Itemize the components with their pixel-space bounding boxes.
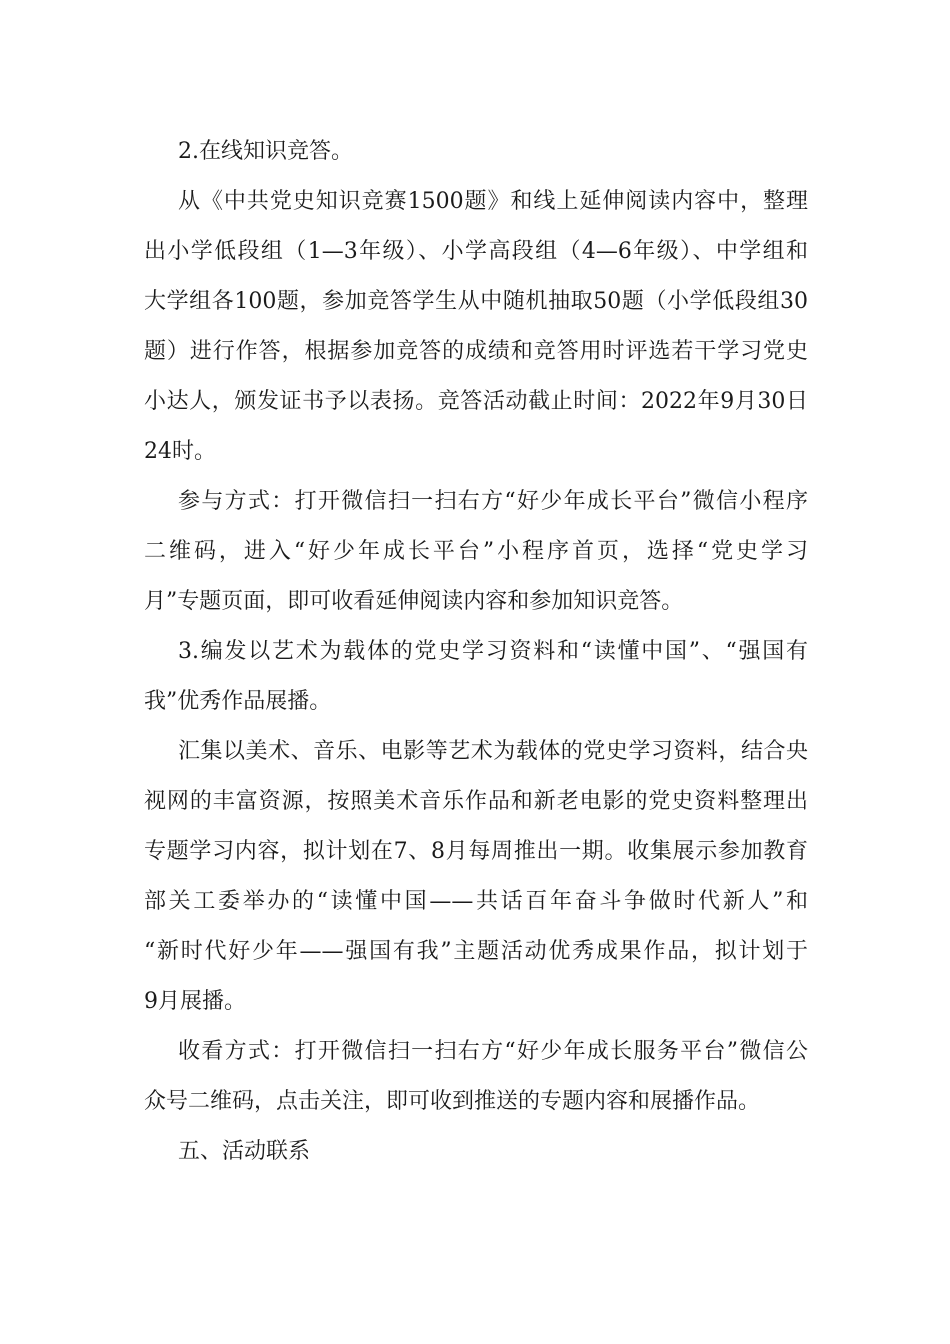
paragraph-quiz-line-6: 24时。	[144, 439, 216, 464]
section-heading-art-materials-line-2: 我”优秀作品展播。	[144, 689, 332, 714]
paragraph-quiz-line-3: 大学组各100题，参加竞答学生从中随机抽取50题（小学低段组30	[144, 289, 808, 314]
paragraph-participation-line-1: 参与方式：打开微信扫一扫右方“好少年成长平台”微信小程序	[178, 489, 808, 514]
paragraph-quiz-line-5: 小达人，颁发证书予以表扬。竞答活动截止时间：2022年9月30日	[144, 389, 808, 414]
paragraph-participation-line-3: 月”专题页面，即可收看延伸阅读内容和参加知识竞答。	[144, 589, 684, 614]
section-heading-online-quiz: 2.在线知识竞答。	[178, 139, 353, 164]
paragraph-collection-line-3: 专题学习内容，拟计划在7、8月每周推出一期。收集展示参加教育	[144, 839, 808, 864]
paragraph-collection-line-2: 视网的丰富资源，按照美术音乐作品和新老电影的党史资料整理出	[144, 789, 808, 814]
paragraph-viewing-line-1: 收看方式：打开微信扫一扫右方“好少年成长服务平台”微信公	[178, 1039, 808, 1064]
section-heading-art-materials-line-1: 3.编发以艺术为载体的党史学习资料和“读懂中国”、“强国有	[178, 639, 808, 664]
paragraph-quiz-line-2: 出小学低段组（1—3年级）、小学高段组（4—6年级）、中学组和	[144, 239, 808, 264]
paragraph-collection-line-4: 部关工委举办的“读懂中国——共话百年奋斗争做时代新人”和	[144, 889, 808, 914]
section-heading-activity-contact: 五、活动联系	[178, 1139, 311, 1164]
paragraph-participation-line-2: 二维码，进入“好少年成长平台”小程序首页，选择“党史学习	[144, 539, 808, 564]
paragraph-quiz-line-1: 从《中共党史知识竞赛1500题》和线上延伸阅读内容中，整理	[178, 189, 808, 214]
paragraph-collection-line-5: “新时代好少年——强国有我”主题活动优秀成果作品，拟计划于	[144, 939, 808, 964]
paragraph-quiz-line-4: 题）进行作答，根据参加竞答的成绩和竞答用时评选若干学习党史	[144, 339, 808, 364]
paragraph-collection-line-6: 9月展播。	[144, 989, 246, 1014]
paragraph-collection-line-1: 汇集以美术、音乐、电影等艺术为载体的党史学习资料，结合央	[178, 739, 808, 764]
paragraph-viewing-line-2: 众号二维码，点击关注，即可收到推送的专题内容和展播作品。	[144, 1089, 761, 1114]
